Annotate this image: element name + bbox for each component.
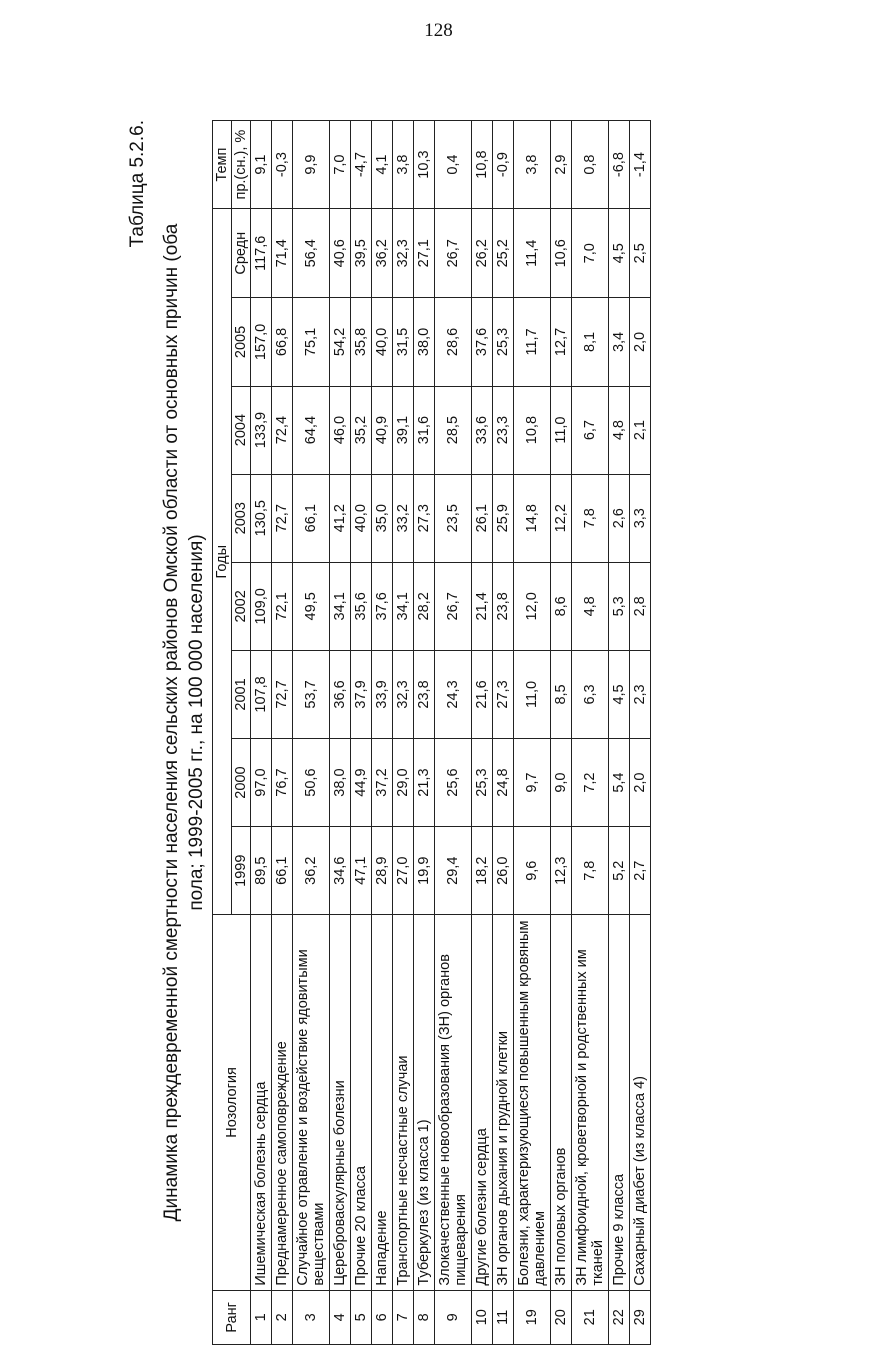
- rate-cell: 3,8: [393, 121, 414, 209]
- nosology-cell: Преднамеренное самоповреждение: [272, 915, 293, 1290]
- value-cell: 28,6: [435, 298, 472, 386]
- rate-cell: 0,4: [435, 121, 472, 209]
- mean-cell: 71,4: [272, 209, 293, 298]
- value-cell: 37,6: [472, 298, 493, 386]
- nosology-cell: Прочие 9 класса: [609, 915, 630, 1290]
- value-cell: 5,4: [609, 739, 630, 827]
- value-cell: 5,3: [609, 562, 630, 650]
- value-cell: 6,7: [572, 386, 609, 474]
- value-cell: 46,0: [330, 386, 351, 474]
- value-cell: 75,1: [293, 298, 330, 386]
- value-cell: 21,4: [472, 562, 493, 650]
- value-cell: 26,1: [472, 474, 493, 562]
- value-cell: 64,4: [293, 386, 330, 474]
- rank-cell: 1: [251, 1290, 272, 1344]
- value-cell: 11,7: [514, 298, 551, 386]
- value-cell: 32,3: [393, 650, 414, 738]
- nosology-cell: Злокачественные новообразования (ЗН) органов пищеварения: [435, 915, 472, 1290]
- rank-cell: 7: [393, 1290, 414, 1344]
- header-year-2000: 2000: [232, 739, 251, 827]
- mean-cell: 117,6: [251, 209, 272, 298]
- value-cell: 29,4: [435, 827, 472, 915]
- value-cell: 54,2: [330, 298, 351, 386]
- mean-cell: 39,5: [351, 209, 372, 298]
- value-cell: 38,0: [414, 298, 435, 386]
- rank-cell: 8: [414, 1290, 435, 1344]
- value-cell: 12,3: [551, 827, 572, 915]
- caption-line-2: пола; 1999-2005 гг., на 100 000 населения): [186, 534, 207, 911]
- value-cell: 31,6: [414, 386, 435, 474]
- table-row: [351, 121, 372, 1345]
- value-cell: 157,0: [251, 298, 272, 386]
- table-row: [393, 121, 414, 1345]
- rank-cell: 9: [435, 1290, 472, 1344]
- value-cell: 25,3: [493, 298, 514, 386]
- nosology-cell: ЗН лимфоидной, кроветворной и родственных им тканей: [572, 915, 609, 1290]
- nosology-cell: Прочие 20 класса: [351, 915, 372, 1290]
- rate-cell: -1,4: [630, 121, 651, 209]
- value-cell: 72,7: [272, 474, 293, 562]
- value-cell: 21,3: [414, 739, 435, 827]
- value-cell: 37,6: [372, 562, 393, 650]
- nosology-cell: Транспортные несчастные случаи: [393, 915, 414, 1290]
- rank-cell: 19: [514, 1290, 551, 1344]
- value-cell: 35,8: [351, 298, 372, 386]
- value-cell: 34,1: [330, 562, 351, 650]
- rank-cell: 3: [293, 1290, 330, 1344]
- rate-cell: -6,8: [609, 121, 630, 209]
- value-cell: 4,8: [572, 562, 609, 650]
- rank-cell: 10: [472, 1290, 493, 1344]
- value-cell: 40,0: [351, 474, 372, 562]
- value-cell: 24,8: [493, 739, 514, 827]
- value-cell: 25,9: [493, 474, 514, 562]
- mean-cell: 25,2: [493, 209, 514, 298]
- value-cell: 34,1: [393, 562, 414, 650]
- value-cell: 5,2: [609, 827, 630, 915]
- table-row: [293, 121, 330, 1345]
- value-cell: 35,6: [351, 562, 372, 650]
- table-row: [330, 121, 351, 1345]
- rate-cell: -4,7: [351, 121, 372, 209]
- rank-cell: 6: [372, 1290, 393, 1344]
- value-cell: 33,2: [393, 474, 414, 562]
- value-cell: 35,0: [372, 474, 393, 562]
- table-row: [609, 121, 630, 1345]
- nosology-cell: Болезни, характеризующиеся повышенным кровяным давлением: [514, 915, 551, 1290]
- value-cell: 37,2: [372, 739, 393, 827]
- table-row: [272, 121, 293, 1345]
- table-row: [435, 121, 472, 1345]
- header-years: Годы: [213, 209, 232, 915]
- mean-cell: 56,4: [293, 209, 330, 298]
- mean-cell: 40,6: [330, 209, 351, 298]
- value-cell: 133,9: [251, 386, 272, 474]
- header-year-2004: 2004: [232, 386, 251, 474]
- table-caption: [159, 120, 209, 1325]
- value-cell: 12,0: [514, 562, 551, 650]
- page-number: 128: [424, 20, 453, 41]
- value-cell: 9,7: [514, 739, 551, 827]
- table-row: [551, 121, 572, 1345]
- value-cell: 72,7: [272, 650, 293, 738]
- header-rate-top: Темп: [213, 121, 232, 209]
- mean-cell: 10,6: [551, 209, 572, 298]
- value-cell: 9,6: [514, 827, 551, 915]
- value-cell: 36,6: [330, 650, 351, 738]
- value-cell: 72,4: [272, 386, 293, 474]
- value-cell: 33,6: [472, 386, 493, 474]
- value-cell: 7,8: [572, 474, 609, 562]
- value-cell: 33,9: [372, 650, 393, 738]
- value-cell: 35,2: [351, 386, 372, 474]
- value-cell: 27,3: [493, 650, 514, 738]
- table-number: Таблица 5.2.6.: [127, 120, 148, 248]
- value-cell: 53,7: [293, 650, 330, 738]
- value-cell: 97,0: [251, 739, 272, 827]
- value-cell: 3,4: [609, 298, 630, 386]
- nosology-cell: Нападение: [372, 915, 393, 1290]
- value-cell: 40,9: [372, 386, 393, 474]
- nosology-cell: Случайное отравление и воздействие ядовитыми веществами: [293, 915, 330, 1290]
- table-row: [414, 121, 435, 1345]
- value-cell: 7,2: [572, 739, 609, 827]
- rank-cell: 21: [572, 1290, 609, 1344]
- value-cell: 47,1: [351, 827, 372, 915]
- value-cell: 8,1: [572, 298, 609, 386]
- rate-cell: 10,3: [414, 121, 435, 209]
- value-cell: 2,0: [630, 739, 651, 827]
- value-cell: 39,1: [393, 386, 414, 474]
- rate-cell: -0,3: [272, 121, 293, 209]
- value-cell: 21,6: [472, 650, 493, 738]
- value-cell: 8,5: [551, 650, 572, 738]
- header-mean: Средн: [232, 209, 251, 298]
- mean-cell: 4,5: [609, 209, 630, 298]
- mean-cell: 2,5: [630, 209, 651, 298]
- value-cell: 27,3: [414, 474, 435, 562]
- value-cell: 130,5: [251, 474, 272, 562]
- header-rate-bottom: пр.(сн.), %: [232, 121, 251, 209]
- rank-cell: 2: [272, 1290, 293, 1344]
- value-cell: 89,5: [251, 827, 272, 915]
- value-cell: 6,3: [572, 650, 609, 738]
- rate-cell: 10,8: [472, 121, 493, 209]
- rank-cell: 29: [630, 1290, 651, 1344]
- mean-cell: 7,0: [572, 209, 609, 298]
- value-cell: 27,0: [393, 827, 414, 915]
- value-cell: 76,7: [272, 739, 293, 827]
- table-row: [630, 121, 651, 1345]
- value-cell: 50,6: [293, 739, 330, 827]
- value-cell: 25,3: [472, 739, 493, 827]
- value-cell: 2,1: [630, 386, 651, 474]
- value-cell: 2,6: [609, 474, 630, 562]
- header-year-2003: 2003: [232, 474, 251, 562]
- rank-cell: 22: [609, 1290, 630, 1344]
- value-cell: 8,6: [551, 562, 572, 650]
- value-cell: 11,0: [514, 650, 551, 738]
- table-row: [493, 121, 514, 1345]
- rank-cell: 20: [551, 1290, 572, 1344]
- table-row: [514, 121, 551, 1345]
- rate-cell: 3,8: [514, 121, 551, 209]
- value-cell: 72,1: [272, 562, 293, 650]
- value-cell: 25,6: [435, 739, 472, 827]
- value-cell: 9,0: [551, 739, 572, 827]
- value-cell: 26,7: [435, 562, 472, 650]
- mean-cell: 32,3: [393, 209, 414, 298]
- value-cell: 107,8: [251, 650, 272, 738]
- rotated-table-block: [115, 120, 770, 1345]
- value-cell: 66,1: [293, 474, 330, 562]
- value-cell: 49,5: [293, 562, 330, 650]
- mortality-table: [212, 120, 651, 1345]
- nosology-cell: Другие болезни сердца: [472, 915, 493, 1290]
- rate-cell: 7,0: [330, 121, 351, 209]
- value-cell: 28,9: [372, 827, 393, 915]
- value-cell: 4,5: [609, 650, 630, 738]
- mean-cell: 36,2: [372, 209, 393, 298]
- rate-cell: -0,9: [493, 121, 514, 209]
- rank-cell: 11: [493, 1290, 514, 1344]
- value-cell: 3,3: [630, 474, 651, 562]
- value-cell: 66,8: [272, 298, 293, 386]
- nosology-cell: Цереброваскулярные болезни: [330, 915, 351, 1290]
- value-cell: 14,8: [514, 474, 551, 562]
- value-cell: 26,0: [493, 827, 514, 915]
- value-cell: 2,8: [630, 562, 651, 650]
- rank-cell: 4: [330, 1290, 351, 1344]
- value-cell: 12,2: [551, 474, 572, 562]
- mean-cell: 26,7: [435, 209, 472, 298]
- value-cell: 28,2: [414, 562, 435, 650]
- mean-cell: 26,2: [472, 209, 493, 298]
- value-cell: 18,2: [472, 827, 493, 915]
- value-cell: 23,3: [493, 386, 514, 474]
- mean-cell: 11,4: [514, 209, 551, 298]
- mean-cell: 27,1: [414, 209, 435, 298]
- value-cell: 23,5: [435, 474, 472, 562]
- header-year-2002: 2002: [232, 562, 251, 650]
- value-cell: 40,0: [372, 298, 393, 386]
- value-cell: 37,9: [351, 650, 372, 738]
- value-cell: 41,2: [330, 474, 351, 562]
- table-row: [372, 121, 393, 1345]
- value-cell: 2,0: [630, 298, 651, 386]
- header-year-2005: 2005: [232, 298, 251, 386]
- header-year-2001: 2001: [232, 650, 251, 738]
- value-cell: 24,3: [435, 650, 472, 738]
- value-cell: 44,9: [351, 739, 372, 827]
- nosology-cell: Сахарный диабет (из класса 4): [630, 915, 651, 1290]
- rate-cell: 2,9: [551, 121, 572, 209]
- value-cell: 36,2: [293, 827, 330, 915]
- rate-cell: 9,9: [293, 121, 330, 209]
- value-cell: 109,0: [251, 562, 272, 650]
- rate-cell: 4,1: [372, 121, 393, 209]
- value-cell: 38,0: [330, 739, 351, 827]
- value-cell: 66,1: [272, 827, 293, 915]
- nosology-cell: ЗН половых органов: [551, 915, 572, 1290]
- table-row: [251, 121, 272, 1345]
- value-cell: 7,8: [572, 827, 609, 915]
- value-cell: 19,9: [414, 827, 435, 915]
- rate-cell: 9,1: [251, 121, 272, 209]
- nosology-cell: Ишемическая болезнь сердца: [251, 915, 272, 1290]
- rate-cell: 0,8: [572, 121, 609, 209]
- value-cell: 2,3: [630, 650, 651, 738]
- value-cell: 34,6: [330, 827, 351, 915]
- nosology-cell: ЗН органов дыхания и грудной клетки: [493, 915, 514, 1290]
- value-cell: 2,7: [630, 827, 651, 915]
- nosology-cell: Туберкулез (из класса 1): [414, 915, 435, 1290]
- header-rank: Ранг: [213, 1290, 251, 1344]
- value-cell: 28,5: [435, 386, 472, 474]
- value-cell: 10,8: [514, 386, 551, 474]
- value-cell: 31,5: [393, 298, 414, 386]
- value-cell: 23,8: [414, 650, 435, 738]
- rank-cell: 5: [351, 1290, 372, 1344]
- value-cell: 11,0: [551, 386, 572, 474]
- table-row: [472, 121, 493, 1345]
- table-row: [572, 121, 609, 1345]
- value-cell: 29,0: [393, 739, 414, 827]
- value-cell: 4,8: [609, 386, 630, 474]
- header-year-1999: 1999: [232, 827, 251, 915]
- value-cell: 12,7: [551, 298, 572, 386]
- value-cell: 23,8: [493, 562, 514, 650]
- caption-line-1: Динамика преждевременной смертности населения сельских районов Омской области от основных причин (оба: [161, 223, 182, 1222]
- header-nosology: Нозология: [213, 915, 251, 1290]
